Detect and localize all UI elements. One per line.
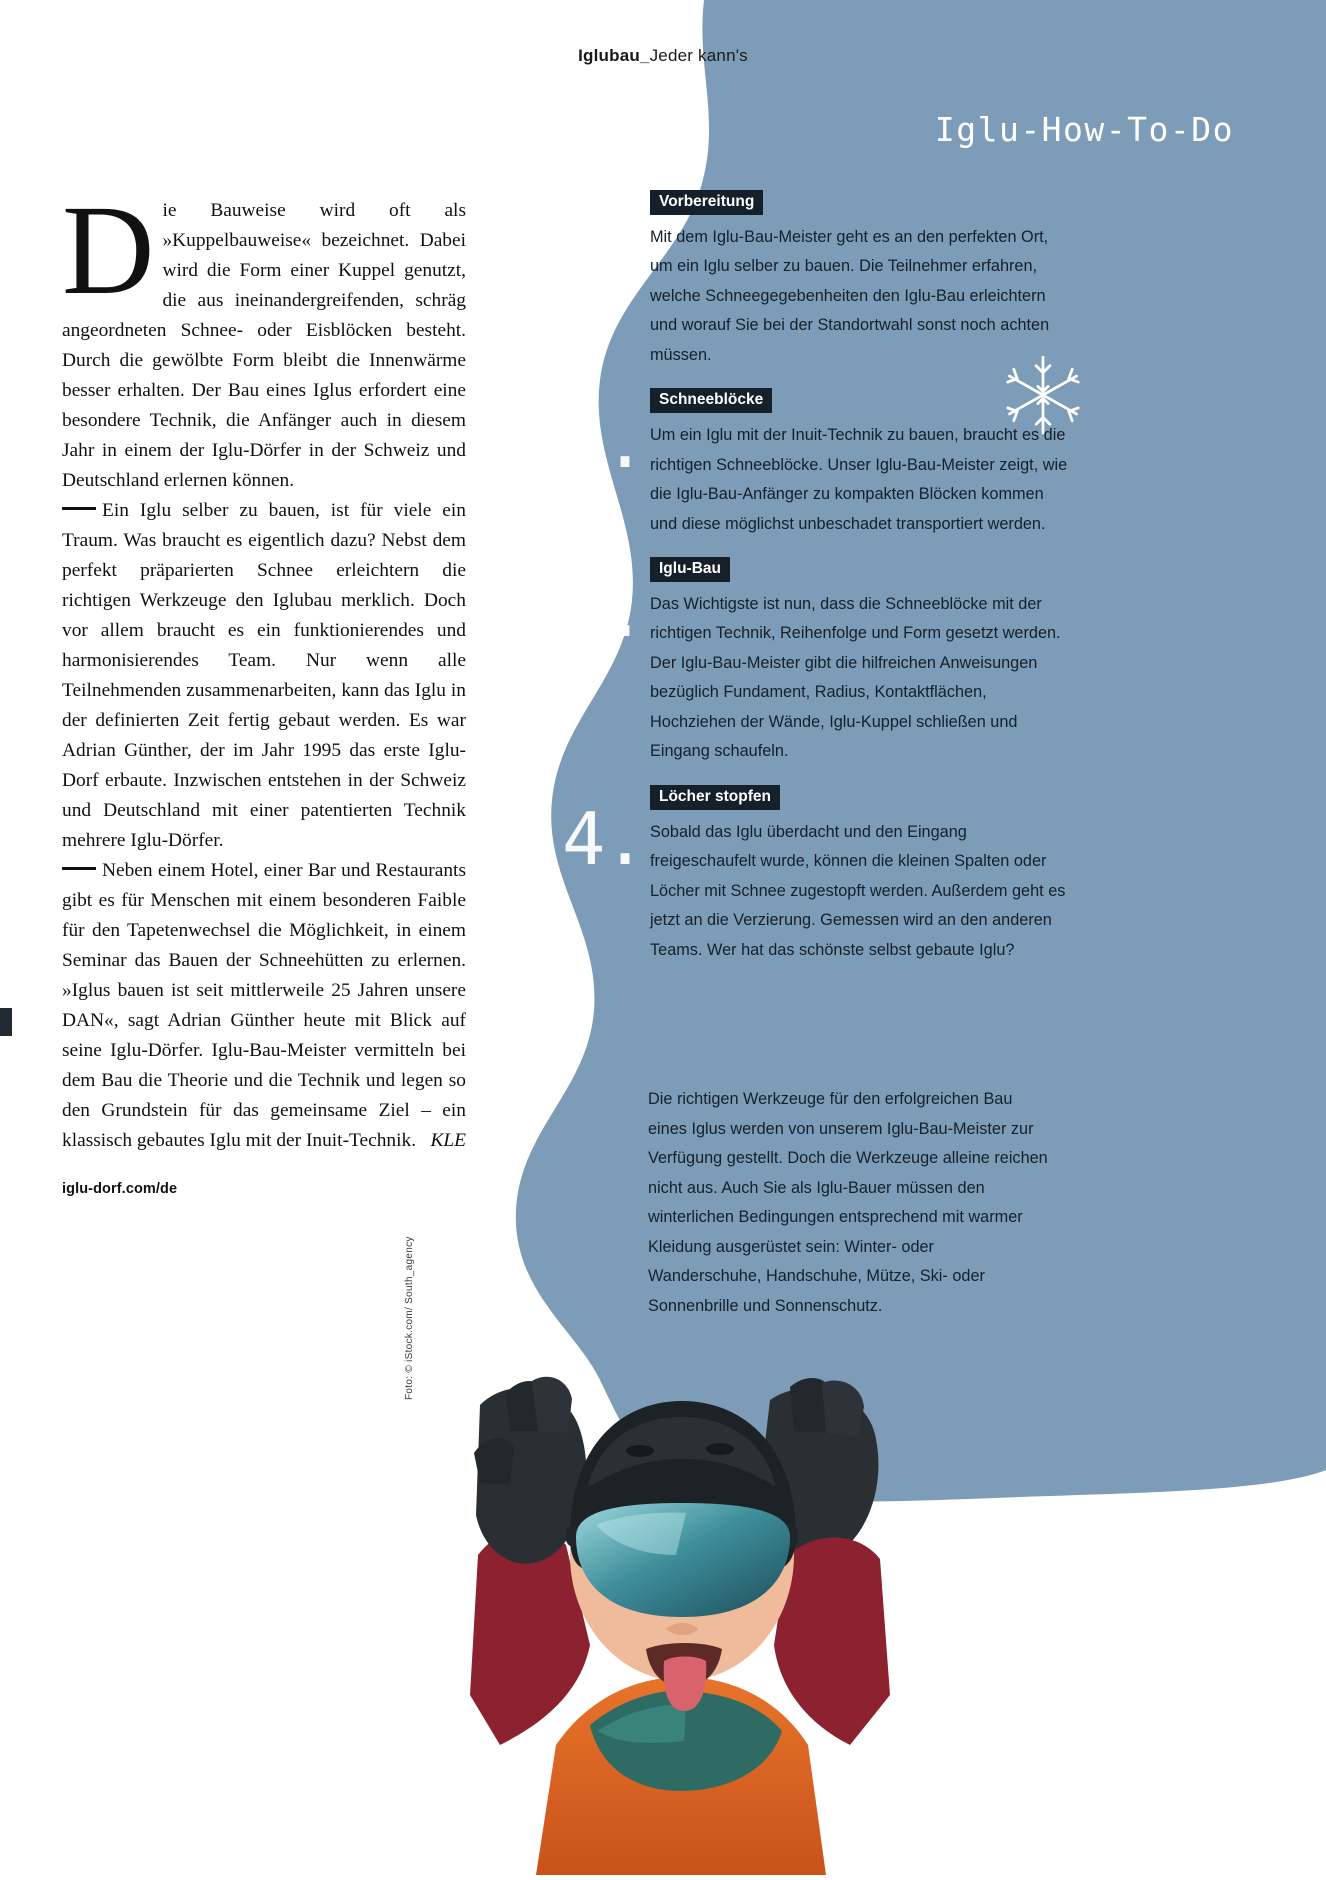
snowboarder-photo <box>470 1225 890 1875</box>
step-body <box>650 557 1072 767</box>
howto-steps-list <box>562 190 1072 983</box>
step-tag: Löcher stopfen <box>650 785 780 810</box>
paragraph-dash-icon <box>62 867 96 870</box>
step-number: 4. <box>562 796 645 881</box>
step-text: Um ein Iglu mit der Inuit-Technik zu bauen, braucht es die richtigen Schneeblöcke. Unser Iglu-Bau-Meister zeigt, wie die Iglu-Bau-Anfänger zu kompakten Blöcken kommen und diese möglichst unbeschadet transportiert werden. <box>650 426 1068 533</box>
howto-step <box>562 557 1072 767</box>
step-body <box>650 785 1072 965</box>
howto-step <box>562 388 1072 539</box>
article-paragraph-1 <box>62 179 466 496</box>
step-text: Mit dem Iglu-Bau-Meister geht es an den perfekten Ort, um ein Iglu selber zu bauen. Die Teilnehmer erfahren, welche Schneegegebenheiten den Iglu-Bau erleichtern und worauf Sie bei der Standortwahl sonst noch achten müssen. <box>650 227 1050 364</box>
article-body <box>62 179 466 1204</box>
howto-step <box>562 785 1072 965</box>
article-url[interactable]: iglu-dorf.com/de <box>62 1181 178 1197</box>
article-paragraph-1-text: ie Bauweise wird oft als »Kuppelbauweise« bezeichnet. Dabei wird die Form einer Kuppel genutzt, die aus ineinandergreifenden, schräg angeordneten Schnee- oder Eisblöcken besteht. Durch die gewölbte Form bleibt die Innenwärme besser erhalten. Der Bau eines Iglus erfordert eine besondere Technik, die Anfänger auch in diesem Jahr in einem der Iglu-Dörfer in der Schweiz und Deutschland erlernen können. <box>62 200 466 491</box>
howto-closing-text-body: Die richtigen Werkzeuge für den erfolgreichen Bau eines Iglus werden von unserem Iglu-Bau-Meister zur Verfügung gestellt. Doch die Werkzeuge alleine reichen nicht aus. Auch Sie als Iglu-Bauer müssen den winterlichen Bedingungen entsprechend mit warmer Kleidung ausgerüstet sein: Winter- oder Wanderschuhe, Handschuhe, Mütze, Ski- oder Sonnenbrille und Sonnenschutz. <box>648 1090 1048 1315</box>
snowflake-icon <box>1000 352 1086 443</box>
article-paragraph-2 <box>62 496 466 856</box>
step-body <box>650 190 1072 370</box>
step-number: 2. <box>562 400 645 485</box>
step-text: Sobald das Iglu überdacht und den Eingang freigeschaufelt wurde, können die kleinen Spalten oder Löcher mit Schnee zugestopft werden. Außerdem geht es jetzt an die Verzierung. Gemessen wird an den anderen Teams. Wer hat das schönste selbst gebaute Iglu? <box>650 822 1066 959</box>
paragraph-dash-icon <box>62 507 96 510</box>
header-title-bold: Iglubau_ <box>578 46 650 65</box>
header-title-light: Jeder kann's <box>649 46 748 65</box>
page-edge-mark <box>0 1008 12 1036</box>
howto-title: Iglu-How-To-Do <box>934 110 1234 149</box>
photo-credit: Foto: © iStock.com/ South_agency <box>404 1236 415 1400</box>
step-tag: Iglu-Bau <box>650 557 730 582</box>
howto-step <box>562 190 1072 370</box>
step-tag: Schneeblöcke <box>650 388 772 413</box>
article-dropcap: D <box>62 179 155 321</box>
step-tag: Vorbereitung <box>650 190 763 215</box>
article-paragraph-3 <box>62 856 466 1156</box>
article-paragraph-3-text: Neben einem Hotel, einer Bar und Restaurants gibt es für Menschen mit einem besonderen Faible für den Tapetenwechsel die Möglichkeit, in einem Seminar das Bauen der Schneehütten zu erlernen. »Iglus bauen ist seit mittlerweile 25 Jahren unsere DAN«, sagt Adrian Günther heute mit Blick auf seine Iglu-Dörfer. Iglu-Bau-Meister vermitteln bei dem Bau die Theorie und die Technik und legen so den Grundstein für das gemeinsame Ziel – ein klassisch gebautes Iglu mit der Inuit-Technik. <box>62 860 466 1151</box>
step-number: 1. <box>562 202 645 286</box>
article-paragraph-2-text: Ein Iglu selber zu bauen, ist für viele ein Traum. Was braucht es eigentlich dazu? Nebst dem perfekt präparierten Schnee erleichtern die richtigen Werkzeuge den Iglubau merklich. Doch vor allem braucht es ein funktionierendes und harmonisierendes Team. Nur wenn alle Teilnehmenden zusammenarbeiten, kann das Iglu in der definierten Zeit fertig gebaut werden. Es war Adrian Günther, der im Jahr 1995 das erste Iglu-Dorf erbaute. Inzwischen entstehen in der Schweiz und Deutschland mit einer patentierten Technik mehrere Iglu-Dörfer. <box>62 500 466 851</box>
page-header <box>0 46 1326 66</box>
article-author: KLE <box>430 1130 466 1151</box>
step-number: 3. <box>562 569 645 654</box>
step-text: Das Wichtigste ist nun, dass die Schneeblöcke mit der richtigen Technik, Reihenfolge und Form gesetzt werden. Der Iglu-Bau-Meister gibt die hilfreichen Anweisungen bezüglich Fundament, Radius, Kontaktflächen, Hochziehen der Wände, Iglu-Kuppel schließen und Eingang schaufeln. <box>650 594 1061 761</box>
